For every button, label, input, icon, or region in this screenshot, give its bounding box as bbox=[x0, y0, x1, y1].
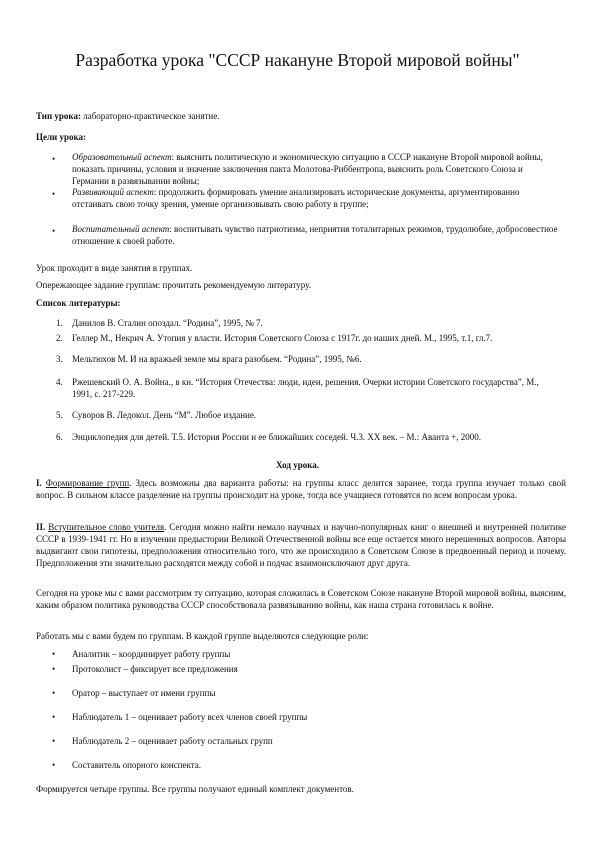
bullet-icon: • bbox=[52, 688, 56, 698]
goal-aspect: Развивающий аспект bbox=[72, 187, 154, 197]
goal-aspect: Образовательный аспект bbox=[72, 152, 172, 162]
step-two-title: Вступительное слово учителя bbox=[48, 522, 165, 532]
role-item: Оратор – выступает от имени группы bbox=[72, 688, 216, 698]
literature-number: 6. bbox=[56, 432, 63, 442]
lesson-type-value: лабораторно-практическое занятие. bbox=[80, 111, 220, 121]
bullet-icon: • bbox=[52, 736, 56, 746]
step-one-title: Формирование групп bbox=[45, 478, 130, 488]
roles-intro: Работать мы с вами будем по группам. В каждой группе выделяются следующие роли: bbox=[36, 631, 369, 641]
lesson-type-line bbox=[36, 110, 566, 122]
literature-number: 2. bbox=[56, 333, 63, 343]
literature-number: 1. bbox=[56, 318, 63, 328]
closing-paragraph: Формируется четыре группы. Все группы получают единый комплект документов. bbox=[36, 784, 354, 794]
step-two-number: II. bbox=[36, 522, 46, 532]
role-item: Протоколист – фиксирует все предложения bbox=[72, 664, 238, 674]
situation-paragraph: Сегодня на уроке мы с вами рассмотрим ту ситуацию, которая сложилась в Советском Союзе накануне Второй мировой войны, выясним, каким образом политика руководства СССР способствовала развязыванию войны, как наша страна готовилась к войне. bbox=[36, 588, 566, 610]
course-heading: Ход урока. bbox=[275, 460, 320, 470]
step-one-paragraph bbox=[36, 477, 566, 501]
bullet-icon: • bbox=[52, 649, 56, 659]
literature-heading: Список литературы: bbox=[36, 298, 121, 308]
goal-text: : продолжить формировать умение анализировать исторические документы, аргументированно отстаивать свою точку зрения, умение организовывать свою работу в группе; bbox=[72, 187, 520, 209]
bullet-icon: • bbox=[52, 712, 56, 722]
bullet-icon: • bbox=[52, 760, 56, 770]
role-item: Наблюдатель 1 – оценивает работу всех членов своей группы bbox=[72, 712, 308, 722]
literature-number: 5. bbox=[56, 410, 63, 420]
format-note: Урок проходит в виде занятия в группах. bbox=[36, 263, 193, 273]
goal-text: : воспитывать чувство патриотизма, неприятия тоталитарных режимов, трудолюбие, добросовестное отношение к своей работе. bbox=[72, 224, 558, 246]
literature-item: Мельтюхов М. И на вражьей земле мы врага разобьем. “Родина”, 1995, №6. bbox=[72, 354, 362, 364]
bullet-icon: • bbox=[52, 189, 56, 199]
literature-item: Ржешевский О. А. Война., в кн. “История Отечества: люди, идеи, решения. Очерки истории Советского государства”, М., 1991, с. 217-229. bbox=[72, 377, 539, 399]
literature-item: Энциклопедия для детей. Т.5. История России и ее ближайших соседей. Ч.3. XX век. – М.: Аванта +, 2000. bbox=[72, 432, 482, 442]
literature-number: 4. bbox=[56, 377, 63, 387]
goal-item bbox=[72, 186, 560, 210]
literature-item: Данилов В. Сталин опоздал. “Родина”, 1995, № 7. bbox=[72, 318, 263, 328]
step-two-text: . Сегодня можно найти немало научных и научно-популярных книг о внешней и внутренней политике СССР в 1939-1941 гг. Но в изучении предыстории Великой Отечественной войны все еще остается много нерешенных вопросов. Авторы выдвигают свои гипотезы, предположения относительно того, что же происходило в Советском Союзе в предвоенный период и почему. Предположения эти значительно расходятся между собой и подчас взаимоисключают друг друга. bbox=[36, 522, 567, 568]
literature-number: 3. bbox=[56, 354, 63, 364]
role-item: Составитель опорного конспекта. bbox=[72, 760, 202, 770]
lesson-type-label: Тип урока: bbox=[36, 111, 81, 121]
bullet-icon: • bbox=[52, 664, 56, 674]
literature-item: Суворов В. Ледокол. День “М”. Любое издание. bbox=[72, 410, 257, 420]
goal-text: : выяснить политическую и экономическую ситуацию в СССР накануне Второй мировой войны, показать причины, условия и значение заключения пакта Молотова-Риббентропа, выяснить роль Советского Союза и Германии в развязывании войны; bbox=[72, 152, 543, 186]
bullet-icon: • bbox=[52, 226, 56, 236]
literature-item: Геллер М., Некрич А. Утопия у власти. История Советского Союза с 1917г. до наших дней. М., 1995, т.1, гл.7. bbox=[72, 333, 493, 343]
step-two-paragraph bbox=[36, 521, 566, 569]
role-item: Аналитик – координирует работу группы bbox=[72, 649, 231, 659]
step-one-text: . Здесь возможны два варианта работы: на группы класс делится заранее, тогда группа изучает только свой вопрос. В сильном классе разделение на группы происходит на уроке, тогда все учащиеся готовятся по всем вопросам урока. bbox=[36, 478, 566, 500]
goals-heading: Цели урока: bbox=[36, 132, 87, 142]
step-one-number: I. bbox=[36, 478, 42, 488]
goal-item bbox=[72, 223, 560, 247]
bullet-icon: • bbox=[52, 154, 56, 164]
advance-task: Опережающее задание группам: прочитать рекомендуемую литературу. bbox=[36, 280, 311, 290]
page-title: Разработка урока "СССР накануне Второй мировой войны" bbox=[75, 50, 520, 70]
role-item: Наблюдатель 2 – оценивает работу остальных групп bbox=[72, 736, 273, 746]
goal-item bbox=[72, 151, 560, 187]
goal-aspect: Воспитательный аспект bbox=[72, 224, 170, 234]
